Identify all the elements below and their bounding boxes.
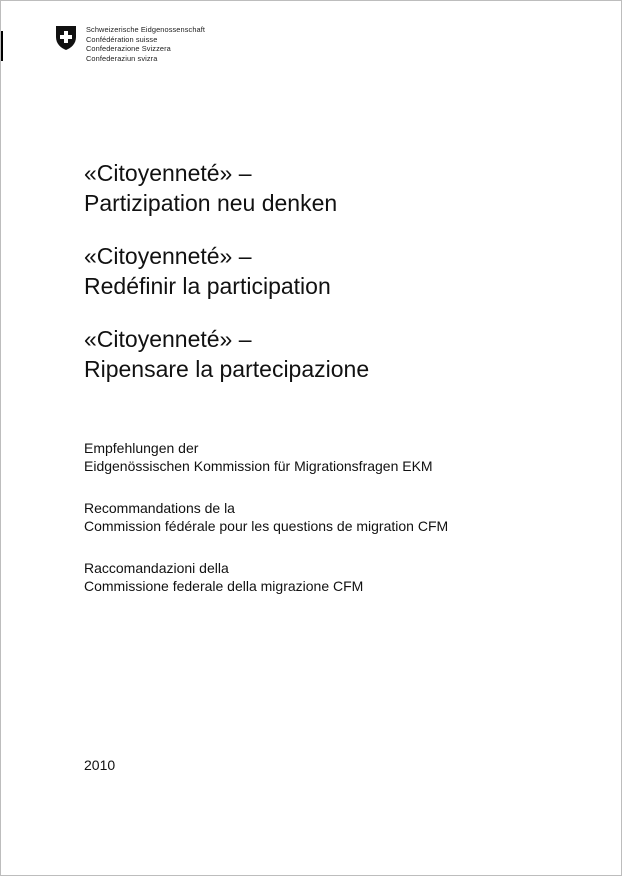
- recommendation-it: [84, 560, 448, 595]
- title-line: «Citoyenneté» –: [84, 160, 252, 186]
- header-line-de: Schweizerische Eidgenossenschaft: [86, 25, 206, 34]
- header-line-fr: Confédération suisse: [86, 34, 158, 44]
- recommendation-line: Eidgenössischen Kommission für Migrationsfragen EKM: [84, 457, 433, 474]
- title-line: «Citoyenneté» –: [84, 326, 252, 352]
- header: [55, 25, 205, 63]
- title-it: [84, 324, 369, 384]
- confederation-lines: [86, 25, 205, 63]
- recommendation-group: [84, 440, 448, 620]
- edge-marker: [1, 31, 3, 61]
- publication-year: 2010: [84, 757, 116, 773]
- recommendation-de: [84, 440, 448, 475]
- header-line-rm: Confederaziun svizra: [86, 53, 158, 63]
- recommendation-line: Recommandations de la: [84, 500, 235, 516]
- title-line: Partizipation neu denken: [84, 190, 338, 216]
- recommendation-line: Raccomandazioni della: [84, 560, 229, 576]
- swiss-crest-icon: [55, 25, 77, 51]
- title-de: [84, 158, 369, 218]
- title-fr: [84, 241, 369, 301]
- recommendation-line: Commissione federale della migrazione CFM: [84, 577, 364, 594]
- title-line: Redéfinir la participation: [84, 273, 331, 299]
- title-line: «Citoyenneté» –: [84, 243, 252, 269]
- title-line: Ripensare la partecipazione: [84, 356, 370, 382]
- recommendation-line: Commission fédérale pour les questions de migration CFM: [84, 517, 449, 534]
- title-group: [84, 158, 369, 407]
- header-line-it: Confederazione Svizzera: [86, 44, 171, 54]
- recommendation-line: Empfehlungen der: [84, 440, 199, 456]
- recommendation-fr: [84, 500, 448, 535]
